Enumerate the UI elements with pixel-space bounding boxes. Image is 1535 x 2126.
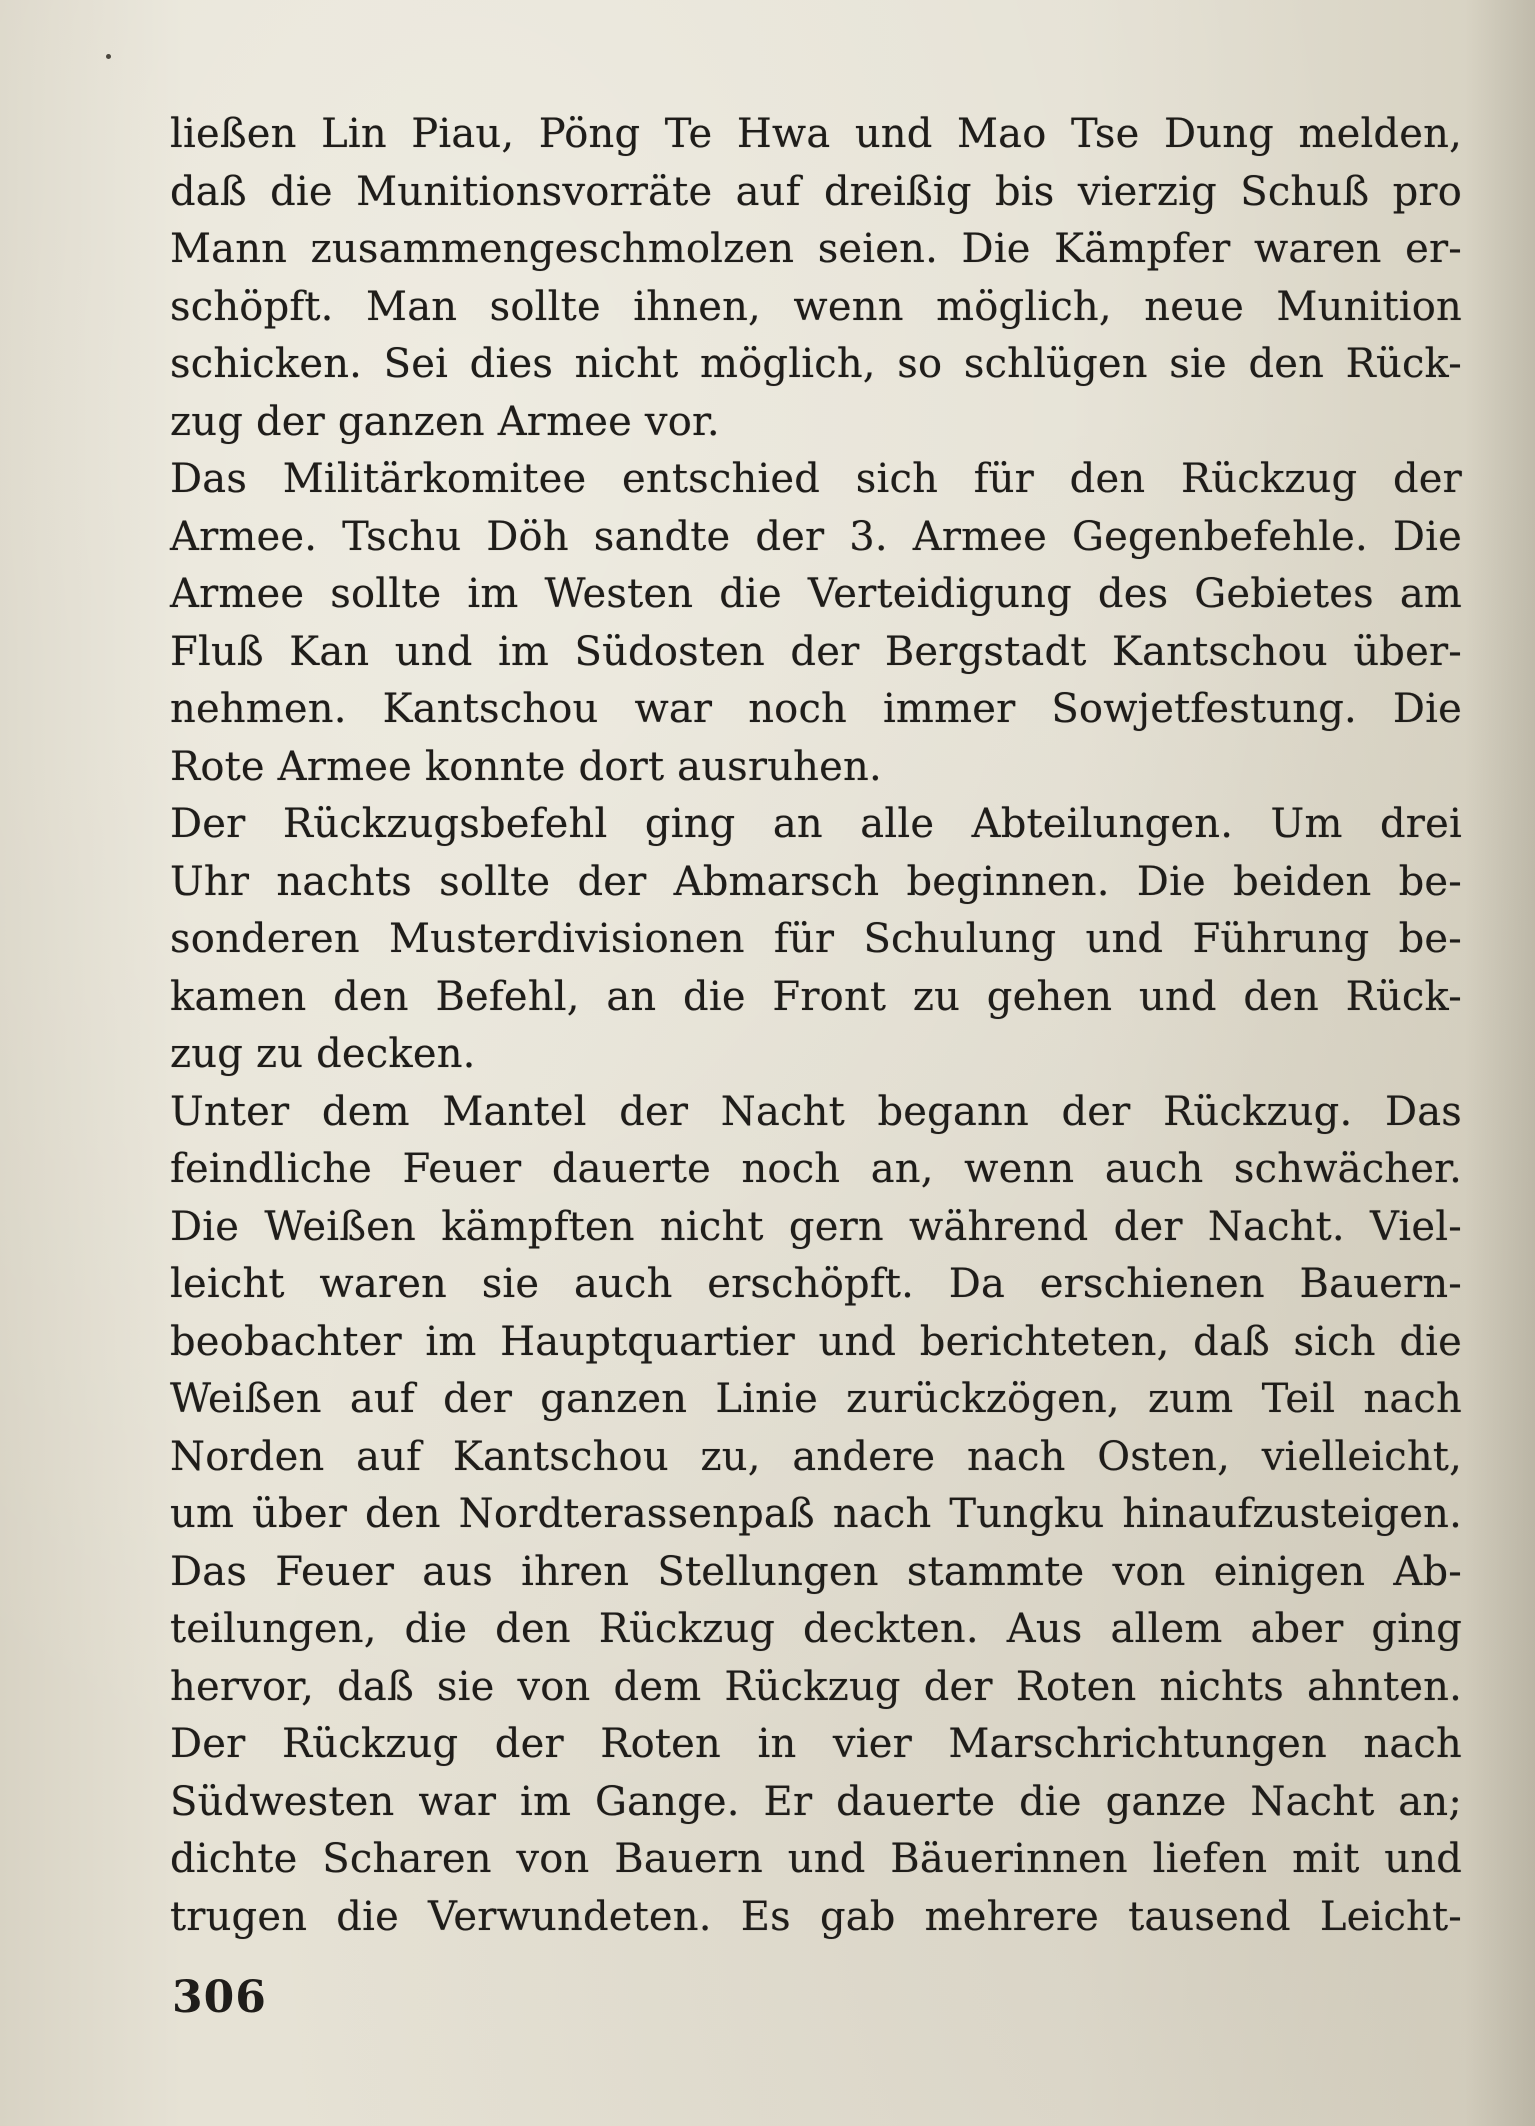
text-line-2: daß die Munitionsvorräte auf dreißig bis vierzig Schuß pro [170,168,1462,215]
text-line-12: Rote Armee konnte dort ausruhen. [170,743,882,790]
text-line-23: Weißen auf der ganzen Linie zurückzögen, zum Teil nach [170,1376,1462,1422]
text-line-32: trugen die Verwundeten. Es gab mehrere tausend Leicht- [170,1893,1462,1940]
text-line-13: Der Rückzugsbefehl ging an alle Abteilungen. Um drei [170,801,1462,847]
page-edge-shadow [1465,0,1535,2126]
text-line-21: leicht waren sie auch erschöpft. Da erschienen Bauern- [170,1261,1462,1307]
text-line-30: Südwesten war im Gange. Er dauerte die ganze Nacht an; [170,1778,1462,1825]
text-line-9: Armee sollte im Westen die Verteidigung des Gebietes am [170,571,1462,617]
page-number: 306 [172,1972,267,2023]
text-line-5: schicken. Sei dies nicht möglich, so schlügen sie den Rück- [170,341,1462,387]
text-line-24: Norden auf Kantschou zu, andere nach Osten, vielleicht, [170,1433,1462,1480]
text-line-28: hervor, daß sie von dem Rückzug der Roten nichts ahnten. [170,1663,1462,1710]
text-line-14: Uhr nachts sollte der Abmarsch beginnen. Die beiden be- [170,858,1462,905]
text-line-15: sonderen Musterdivisionen für Schulung und Führung be- [170,916,1462,962]
text-line-27: teilungen, die den Rückzug deckten. Aus allem aber ging [170,1606,1462,1652]
text-line-29: Der Rückzug der Roten in vier Marschrichtungen nach [170,1721,1462,1767]
text-line-10: Fluß Kan und im Südosten der Bergstadt Kantschou über- [170,628,1462,675]
text-line-1: ließen Lin Piau, Pöng Te Hwa und Mao Tse Dung melden, [170,111,1462,157]
text-line-19: feindliche Feuer dauerte noch an, wenn auch schwächer. [170,1146,1462,1192]
text-line-26: Das Feuer aus ihren Stellungen stammte von einigen Ab- [170,1548,1462,1595]
text-line-18: Unter dem Mantel der Nacht begann der Rückzug. Das [170,1088,1462,1135]
text-line-8: Armee. Tschu Döh sandte der 3. Armee Gegenbefehle. Die [170,513,1462,560]
text-line-4: schöpft. Man sollte ihnen, wenn möglich, neue Munition [170,283,1462,330]
text-line-20: Die Weißen kämpften nicht gern während der Nacht. Viel- [170,1203,1462,1250]
body-text [170,106,1462,1946]
text-line-3: Mann zusammengeschmolzen seien. Die Kämpfer waren er- [170,226,1462,272]
text-line-7: Das Militärkomitee entschied sich für den Rückzug der [170,456,1462,502]
text-line-16: kamen den Befehl, an die Front zu gehen und den Rück- [170,973,1462,1020]
text-line-6: zug der ganzen Armee vor. [170,398,720,445]
text-line-31: dichte Scharen von Bauern und Bäuerinnen liefen mit und [170,1836,1462,1882]
ink-speck [106,54,111,59]
text-line-22: beobachter im Hauptquartier und berichteten, daß sich die [170,1318,1462,1365]
text-line-11: nehmen. Kantschou war noch immer Sowjetfestung. Die [170,686,1462,732]
text-line-25: um über den Nordterassenpaß nach Tungku hinaufzusteigen. [170,1491,1462,1537]
text-line-17: zug zu decken. [170,1031,476,1077]
